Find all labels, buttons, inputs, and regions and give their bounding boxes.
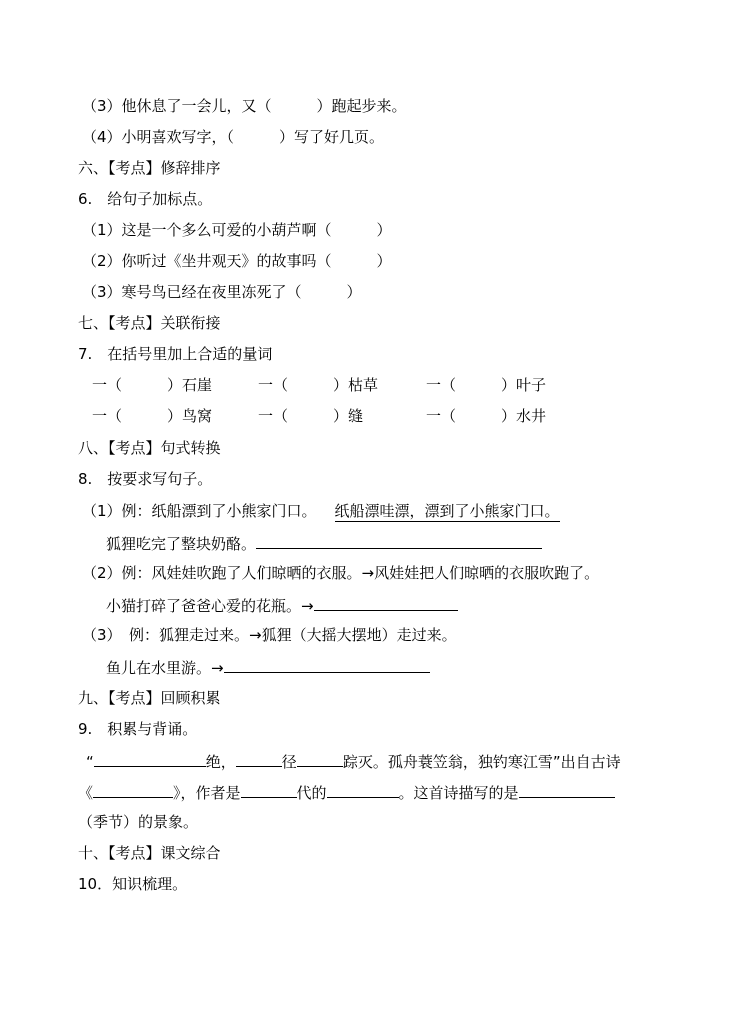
q9-text-describes: 。这首诗描写的是 bbox=[398, 784, 519, 802]
q8-task-2 bbox=[106, 594, 458, 616]
q9-blank-3[interactable] bbox=[297, 750, 343, 767]
q8-task-1 bbox=[106, 532, 542, 554]
q8-stem: 8. 按要求写句子。 bbox=[78, 470, 213, 488]
q9-blank-poem-title[interactable] bbox=[93, 781, 173, 798]
q9-blank-2[interactable] bbox=[236, 750, 282, 767]
q9-blank-dynasty[interactable] bbox=[241, 781, 297, 798]
q8-example-3: （3） 例：狐狸走过来。→狐狸（大摇大摆地）走过来。 bbox=[82, 626, 457, 644]
q6-item-2: （2）你听过《坐井观天》的故事吗（ ） bbox=[82, 252, 392, 270]
q7-row1-cell-1: 一（ ）石崖 bbox=[92, 376, 213, 394]
q9-blank-season[interactable] bbox=[519, 781, 615, 798]
q9-blank-author[interactable] bbox=[327, 781, 399, 798]
q9-line-2 bbox=[78, 781, 615, 803]
q7-stem: 7. 在括号里加上合适的量词 bbox=[78, 345, 273, 363]
section-8-title: 八、【考点】句式转换 bbox=[78, 439, 221, 457]
q7-row2-cell-3: 一（ ）水井 bbox=[426, 407, 547, 425]
q6-item-3: （3）寒号鸟已经在夜里冻死了（ ） bbox=[82, 283, 362, 301]
q9-text-b: 径 bbox=[281, 753, 297, 771]
q9-text-dynasty: 代的 bbox=[296, 784, 327, 802]
q7-row1-cell-3: 一（ ）叶子 bbox=[426, 376, 547, 394]
section-10-title: 十、【考点】课文综合 bbox=[78, 844, 221, 862]
q9-blank-1[interactable] bbox=[94, 750, 206, 767]
section-9-title: 九、【考点】回顾积累 bbox=[78, 689, 221, 707]
q8-task-2-answer-blank[interactable] bbox=[314, 594, 458, 611]
q8-task-3-answer-blank[interactable] bbox=[224, 656, 430, 673]
q9-stem: 9. 积累与背诵。 bbox=[78, 720, 198, 738]
q8-example-1-answer: 纸船漂哇漂，漂到了小熊家门口。 bbox=[334, 502, 560, 520]
q9-text-author: 》，作者是 bbox=[173, 784, 241, 802]
q9-line-1 bbox=[86, 750, 621, 772]
section-6-title: 六、【考点】修辞排序 bbox=[78, 159, 221, 177]
q8-task-3-text: 鱼儿在水里游。→ bbox=[106, 659, 224, 677]
q8-task-2-text: 小猫打碎了爸爸心爱的花瓶。→ bbox=[106, 597, 314, 615]
q10-stem: 10．知识梳理。 bbox=[78, 875, 188, 893]
q9-book-open: 《 bbox=[78, 784, 94, 802]
q9-text-c: 踪灭。孤舟蓑笠翁，独钓寒江雪”出自古诗 bbox=[342, 753, 621, 771]
q8-task-1-text: 狐狸吃完了整块奶酪。 bbox=[106, 535, 257, 553]
q8-example-1-prefix: （1）例：纸船漂到了小熊家门口。 bbox=[82, 502, 317, 520]
q7-row1-cell-2: 一（ ）枯草 bbox=[258, 376, 379, 394]
section-7-title: 七、【考点】关联衔接 bbox=[78, 314, 221, 332]
q8-example-1 bbox=[82, 501, 560, 521]
q8-example-2: （2）例：风娃娃吹跑了人们晾晒的衣服。→风娃娃把人们晾晒的衣服吹跑了。 bbox=[82, 564, 600, 582]
q9-line-3: （季节）的景象。 bbox=[78, 813, 199, 831]
q8-task-3 bbox=[106, 656, 430, 678]
q7-row2-cell-1: 一（ ）鸟窝 bbox=[92, 407, 213, 425]
q9-text-a: 绝， bbox=[205, 753, 236, 771]
q9-open-quote: “ bbox=[86, 753, 94, 771]
q6-item-1: （1）这是一个多么可爱的小葫芦啊（ ） bbox=[82, 221, 392, 239]
q7-row2-cell-2: 一（ ）缝 bbox=[258, 407, 364, 425]
q8-task-1-answer-blank[interactable] bbox=[256, 532, 542, 549]
q5-item-3: （3）他休息了一会儿，又（ ）跑起步来。 bbox=[82, 97, 407, 115]
q6-stem: 6. 给句子加标点。 bbox=[78, 190, 213, 208]
q5-item-4: （4）小明喜欢写字，（ ）写了好几页。 bbox=[82, 128, 385, 146]
